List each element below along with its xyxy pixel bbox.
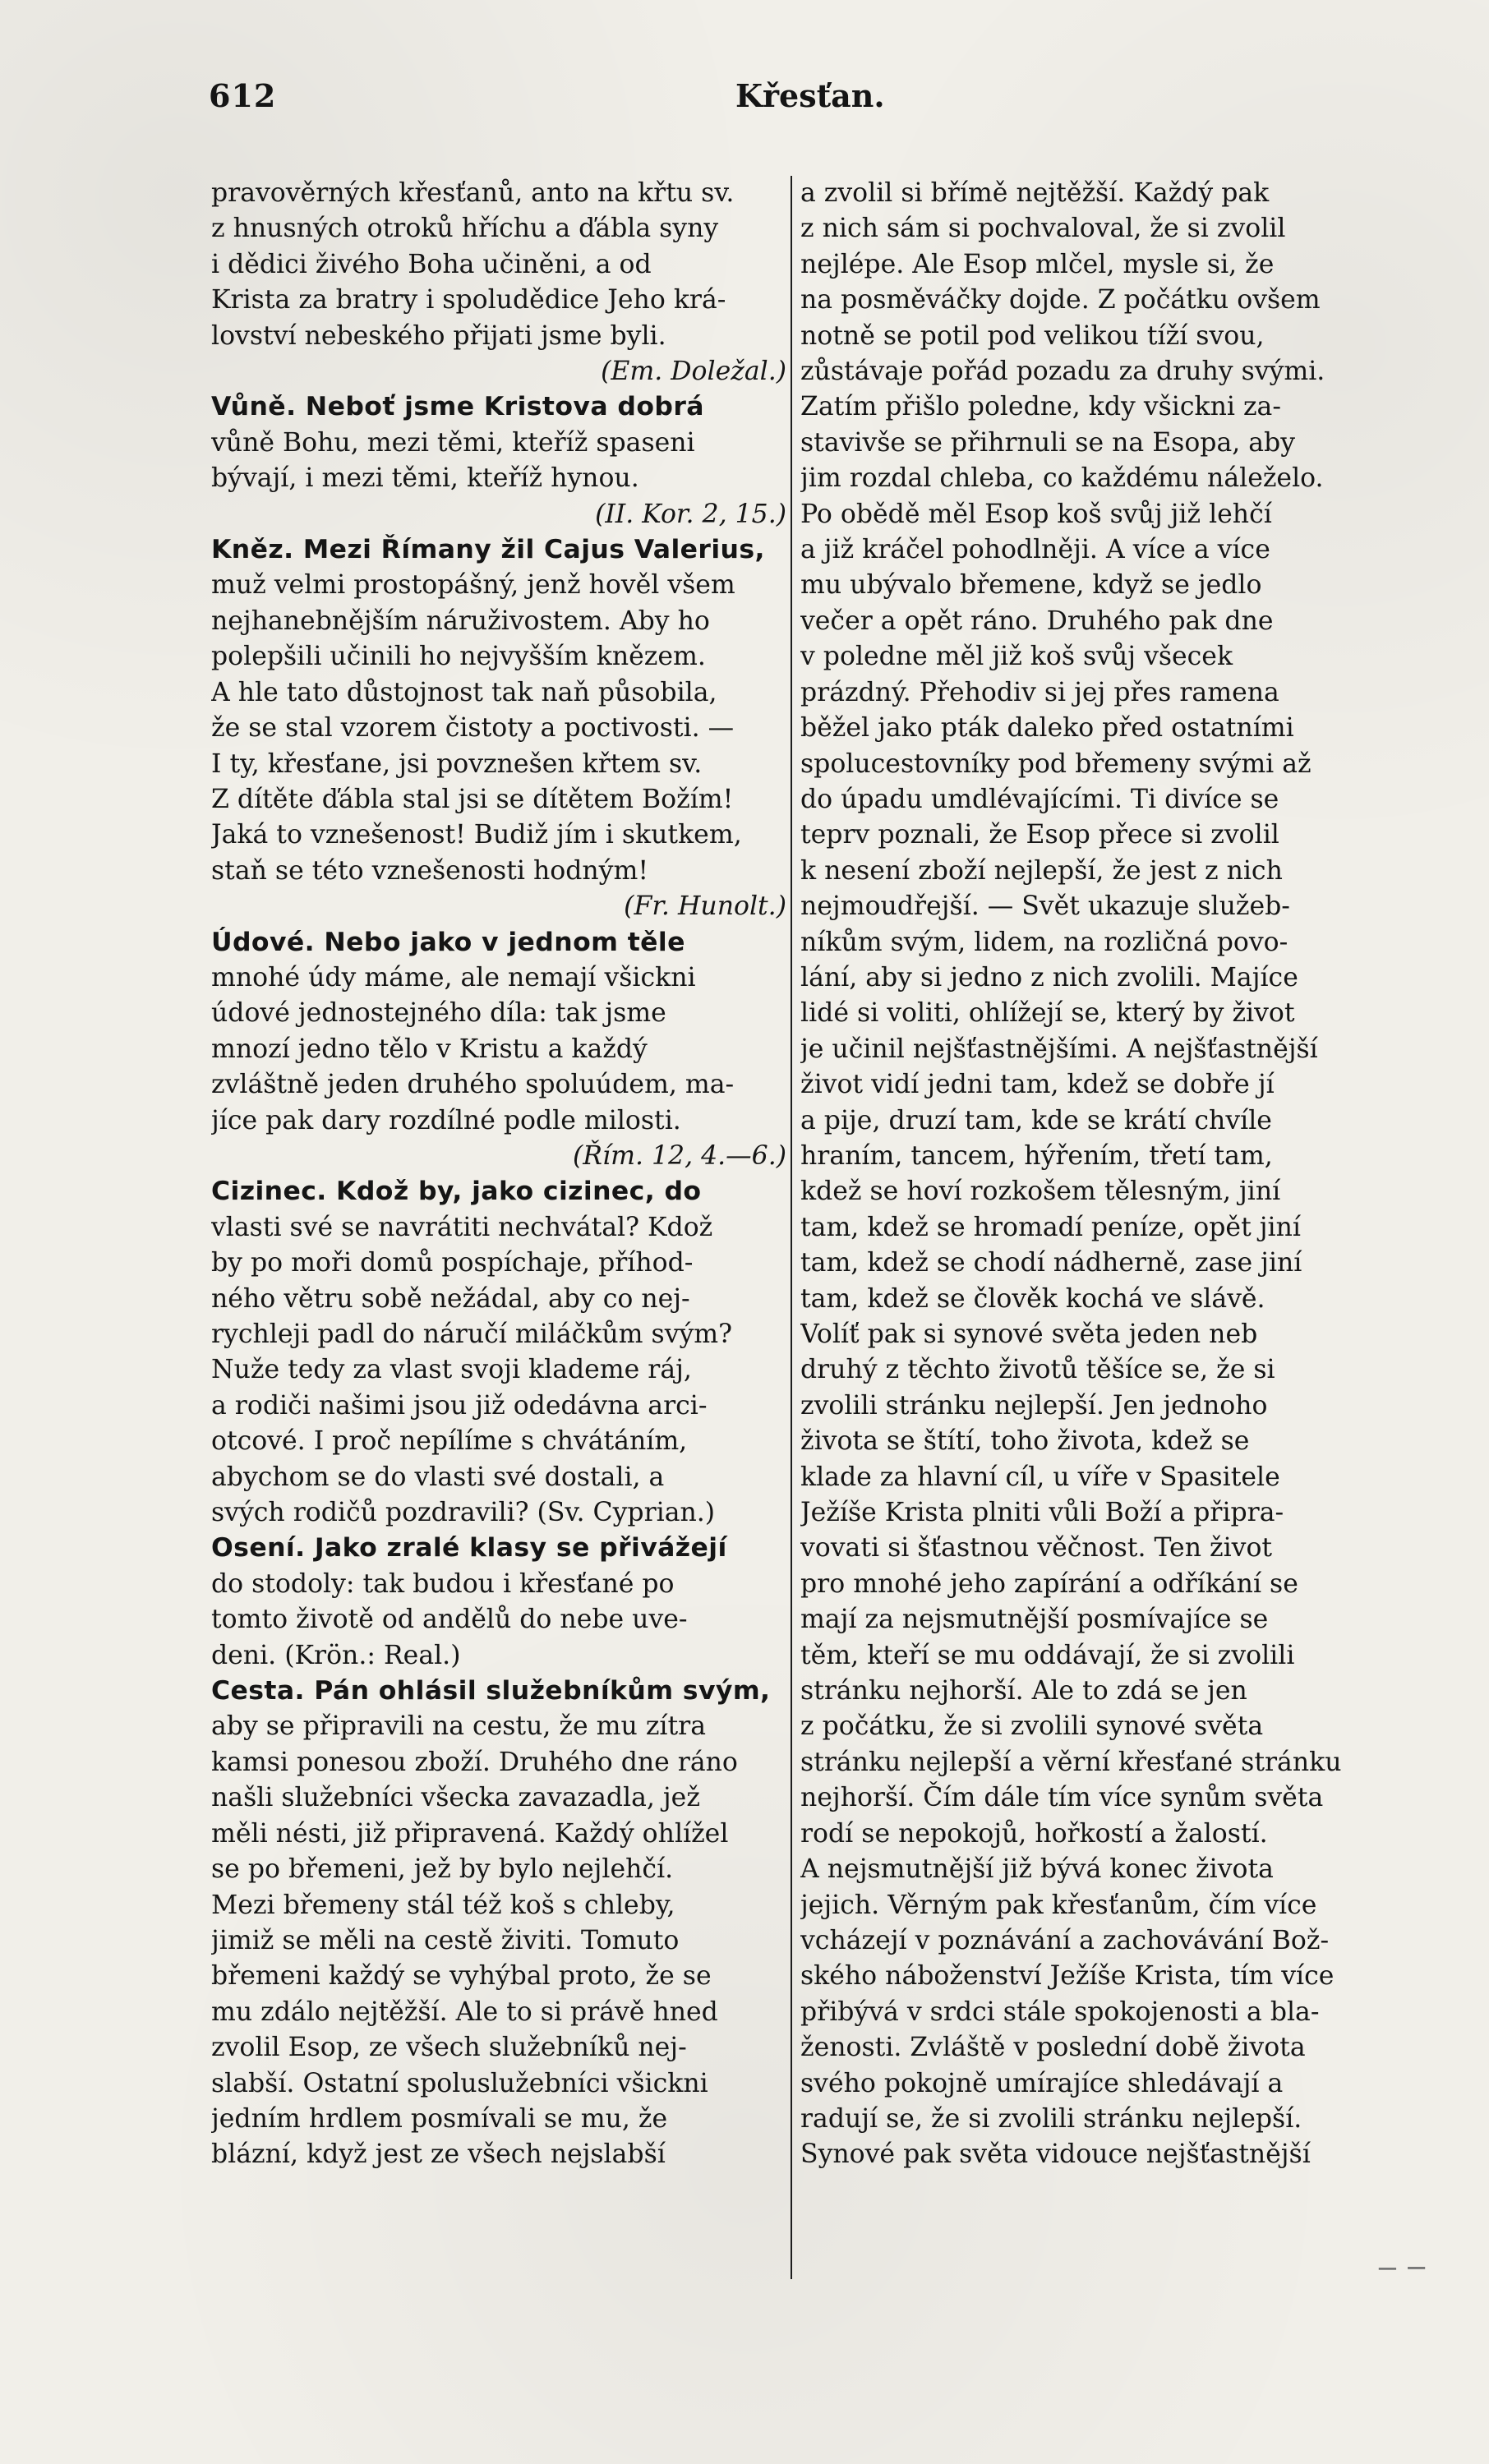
text-line: I ty, křesťane, jsi povznešen křtem sv. bbox=[211, 748, 703, 779]
text-line: život vidí jedni tam, kdež se dobře jí bbox=[800, 1070, 1275, 1100]
text-line: A hle tato důstojnost tak naň působila, bbox=[211, 677, 717, 707]
text-line: rodí se nepokojů, hořkostí a žalostí. bbox=[800, 1818, 1268, 1849]
text-line: nejlépe. Ale Esop mlčel, mysle si, že bbox=[800, 249, 1275, 279]
text-line: z počátku, že si zvolili synové světa bbox=[800, 1711, 1264, 1742]
text-line: k nesení zboží nejlepší, že jest z nich bbox=[800, 855, 1283, 886]
source-citation: (Em. Doležal.) bbox=[601, 357, 786, 387]
text-line: že se stal vzorem čistoty a poctivosti. — bbox=[211, 713, 735, 744]
text-line: a pije, druzí tam, kde se krátí chvíle bbox=[800, 1105, 1272, 1135]
text-line: hraním, tancem, hýřením, třetí tam, bbox=[800, 1140, 1273, 1171]
text-line: slabší. Ostatní spoluslužebníci všickni bbox=[211, 2068, 708, 2098]
text-line: jíce pak dary rozdílné podle milosti. bbox=[211, 1105, 681, 1135]
text-line: Po obědě měl Esop koš svůj již lehčí bbox=[800, 499, 1272, 529]
text-line: tam, kdež se hromadí peníze, opět jiní bbox=[800, 1212, 1301, 1242]
text-line: v poledne měl již koš svůj všecek bbox=[800, 642, 1233, 672]
text-line: večer a opět ráno. Druhého pak dne bbox=[800, 606, 1274, 636]
text-line: Krista za bratry i spoludědice Jeho krá- bbox=[211, 285, 726, 315]
text-line: těm, kteří se mu oddávají, že si zvolili bbox=[800, 1640, 1295, 1670]
text-line: přibývá v srdci stále spokojenosti a bla- bbox=[800, 1997, 1320, 2027]
text-line: tam, kdež se chodí nádherně, zase jiní bbox=[800, 1248, 1302, 1278]
text-line: prázdný. Přehodiv si jej přes ramena bbox=[800, 677, 1279, 707]
text-line: A nejsmutnější již bývá konec života bbox=[800, 1854, 1274, 1885]
text-line: druhý z těchto životů těšíce se, že si bbox=[800, 1355, 1275, 1385]
text-line: muž velmi prostopášný, jenž hověl všem bbox=[211, 570, 735, 601]
text-line: Synové pak světa vidouce nejšťastnější bbox=[800, 2139, 1311, 2170]
text-line: mnohé údy máme, ale nemají všickni bbox=[211, 962, 696, 993]
column-divider bbox=[791, 176, 792, 2279]
text-line: z nich sám si pochvaloval, že si zvolil bbox=[800, 214, 1286, 244]
text-line: ného větru sobě nežádal, aby co nej- bbox=[211, 1283, 690, 1314]
text-line: vcházejí v poznávání a zachovávání Bož- bbox=[800, 1925, 1330, 1955]
text-line: jedním hrdlem posmívali se mu, že bbox=[211, 2103, 668, 2134]
text-line: notně se potil pod velikou tíží svou, bbox=[800, 320, 1265, 351]
running-head: Křesťan. bbox=[735, 77, 885, 114]
text-line: nejhanebnějším náruživostem. Aby ho bbox=[211, 606, 710, 636]
text-line: Volíť pak si synové světa jeden neb bbox=[800, 1320, 1258, 1349]
page-number: 612 bbox=[209, 77, 277, 114]
left-text-column bbox=[211, 176, 786, 2173]
text-line: z hnusných otroků hříchu a ďábla syny bbox=[211, 214, 719, 244]
text-line: bývají, i mezi těmi, kteříž hynou. bbox=[211, 463, 639, 494]
text-line: tam, kdež se člověk kochá ve slávě. bbox=[800, 1283, 1265, 1314]
section-line: Kněz. Mezi Římany žil Cajus Valerius, bbox=[211, 535, 765, 565]
text-line: spolucestovníky pod břemeny svými až bbox=[800, 748, 1312, 779]
text-line: tomto životě od andělů do nebe uve- bbox=[211, 1605, 688, 1635]
source-citation: (II. Kor. 2, 15.) bbox=[595, 499, 786, 529]
section-line: Vůně. Neboť jsme Kristova dobrá bbox=[211, 392, 704, 422]
text-line: níkům svým, lidem, na rozličná povo- bbox=[800, 927, 1288, 957]
text-line: mnozí jedno tělo v Kristu a každý bbox=[211, 1034, 648, 1064]
decorative-ink-mark: − ─ bbox=[1376, 2252, 1425, 2285]
text-line: kdež se hoví rozkošem tělesným, jiní bbox=[800, 1177, 1281, 1207]
text-line: do stodoly: tak budou i křesťané po bbox=[211, 1568, 675, 1599]
text-line: ského náboženství Ježíše Krista, tím více bbox=[800, 1961, 1335, 1992]
text-line: našli služebníci všecka zavazadla, jež bbox=[211, 1783, 700, 1813]
text-line: radují se, že si zvolili stránku nejlepší. bbox=[800, 2103, 1302, 2134]
section-line: Cizinec. Kdož by, jako cizinec, do bbox=[211, 1177, 702, 1207]
text-line: lidé si voliti, ohlížejí se, který by život bbox=[800, 998, 1295, 1029]
text-line: staň se této vznešenosti hodným! bbox=[211, 855, 648, 886]
text-line: na posměváčky dojde. Z počátku ovšem bbox=[800, 285, 1321, 315]
text-line: pravověrných křesťanů, anto na křtu sv. bbox=[211, 178, 735, 208]
section-line: Osení. Jako zralé klasy se přivážejí bbox=[211, 1533, 727, 1564]
text-line: jejich. Věrným pak křesťanům, čím více bbox=[800, 1890, 1317, 1920]
text-line: a rodiči našimi jsou již odedávna arci- bbox=[211, 1390, 708, 1421]
text-line: běžel jako pták daleko před ostatními bbox=[800, 713, 1294, 744]
text-line: jim rozdal chleba, co každému náleželo. bbox=[800, 463, 1324, 494]
text-line: deni. (Krön.: Real.) bbox=[211, 1640, 461, 1670]
right-text-column bbox=[800, 176, 1376, 2173]
text-line: stavivše se přihrnuli se na Esopa, aby bbox=[800, 427, 1296, 458]
text-line: rychleji padl do náručí miláčkům svým? bbox=[211, 1320, 733, 1349]
source-citation: (Řím. 12, 4.—6.) bbox=[573, 1140, 786, 1171]
text-line: mu zdálo nejtěžší. Ale to si právě hned bbox=[211, 1997, 718, 2027]
text-line: nejhorší. Čím dále tím více synům světa bbox=[800, 1783, 1324, 1813]
text-line: Zatím přišlo poledne, kdy všickni za- bbox=[800, 392, 1281, 422]
text-line: a již kráčel pohodlněji. A více a více bbox=[800, 535, 1270, 565]
text-line: stránku nejhorší. Ale to zdá se jen bbox=[800, 1676, 1247, 1706]
text-line: kamsi ponesou zboží. Druhého dne ráno bbox=[211, 1747, 738, 1777]
text-line: zvolili stránku nejlepší. Jen jednoho bbox=[800, 1390, 1268, 1421]
text-line: otcové. I proč nepílíme s chvátáním, bbox=[211, 1426, 688, 1457]
text-line: teprv poznali, že Esop přece si zvolil bbox=[800, 820, 1279, 850]
text-line: lovství nebeského přijati jsme byli. bbox=[211, 320, 666, 351]
text-line: aby se připravili na cestu, že mu zítra bbox=[211, 1711, 706, 1742]
text-line: nejmoudřejší. — Svět ukazuje služeb- bbox=[800, 891, 1290, 922]
text-line: údové jednostejného díla: tak jsme bbox=[211, 998, 666, 1029]
text-line: Mezi břemeny stál též koš s chleby, bbox=[211, 1890, 675, 1920]
text-line: lání, aby si jedno z nich zvolili. Majíce bbox=[800, 962, 1298, 993]
text-line: stránku nejlepší a věrní křesťané stránku bbox=[800, 1747, 1342, 1777]
text-line: blázní, když jest ze všech nejslabší bbox=[211, 2139, 666, 2170]
source-citation: (Fr. Hunolt.) bbox=[624, 891, 786, 922]
section-line: Cesta. Pán ohlásil služebníkům svým, bbox=[211, 1676, 771, 1706]
text-line: zůstávaje pořád pozadu za druhy svými. bbox=[800, 357, 1325, 387]
text-line: mají za nejsmutnější posmívajíce se bbox=[800, 1605, 1269, 1635]
text-line: se po břemeni, jež by bylo nejlehčí. bbox=[211, 1854, 674, 1885]
text-line: Ježíše Krista plniti vůli Boží a připra- bbox=[800, 1498, 1284, 1528]
text-line: mu ubývalo břemene, když se jedlo bbox=[800, 570, 1262, 601]
text-line: vlasti své se navrátiti nechvátal? Kdož bbox=[211, 1212, 713, 1242]
text-line: klade za hlavní cíl, u víře v Spasitele bbox=[800, 1462, 1280, 1492]
text-line: jimiž se měli na cestě živiti. Tomuto bbox=[211, 1925, 680, 1955]
text-line: svého pokojně umírajíce shledávají a bbox=[800, 2068, 1284, 2098]
text-line: měli nésti, již připravená. Každý ohlížel bbox=[211, 1818, 729, 1849]
text-line: a zvolil si břímě nejtěžší. Každý pak bbox=[800, 178, 1270, 208]
text-line: vůně Bohu, mezi těmi, kteříž spaseni bbox=[211, 427, 695, 458]
text-line: by po moři domů pospíchaje, příhod- bbox=[211, 1248, 694, 1278]
section-line: Údové. Nebo jako v jednom těle bbox=[211, 927, 685, 957]
text-line: abychom se do vlasti své dostali, a bbox=[211, 1462, 665, 1492]
text-line: břemeni každý se vyhýbal proto, že se bbox=[211, 1961, 712, 1992]
text-line: života se štítí, toho života, kdež se bbox=[800, 1426, 1250, 1457]
text-line: Z dítěte ďábla stal jsi se dítětem Božím! bbox=[211, 784, 734, 814]
text-line: vovati si šťastnou věčnost. Ten život bbox=[800, 1533, 1273, 1564]
text-line: Jaká to vznešenost! Budiž jím i skutkem, bbox=[211, 820, 742, 850]
text-line: zvolil Esop, ze všech služebníků nej- bbox=[211, 2033, 687, 2063]
text-line: pro mnohé jeho zapírání a odříkání se bbox=[800, 1568, 1298, 1599]
text-line: polepšili učinili ho nejvyšším knězem. bbox=[211, 642, 706, 672]
text-line: je učinil nejšťastnějšími. A nejšťastnější bbox=[800, 1034, 1318, 1064]
text-line: ženosti. Zvláště v poslední době života bbox=[800, 2033, 1306, 2063]
text-line: Nuže tedy za vlast svoji klademe ráj, bbox=[211, 1355, 692, 1385]
text-line: i dědici živého Boha učiněni, a od bbox=[211, 249, 652, 279]
text-line: zvláštně jeden druhého spoluúdem, ma- bbox=[211, 1070, 735, 1100]
text-line: svých rodičů pozdravili? (Sv. Cyprian.) bbox=[211, 1498, 716, 1528]
text-line: do úpadu umdlévajícími. Ti divíce se bbox=[800, 784, 1279, 814]
